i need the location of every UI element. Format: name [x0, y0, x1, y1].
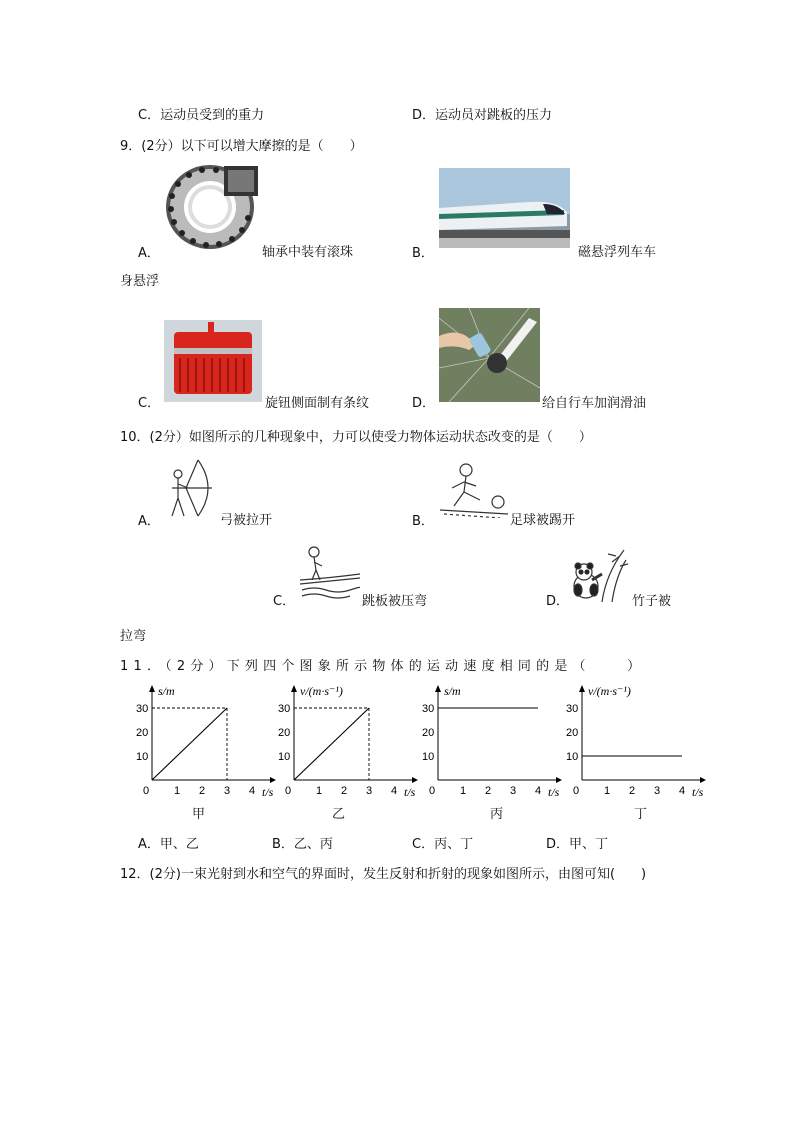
q9-b-text: 磁悬浮列车车: [578, 245, 657, 260]
g0-x-tick-2: 2: [199, 785, 206, 797]
g3-x-label: t/s: [692, 785, 704, 799]
q10-a-text: 弓被拉开: [220, 513, 273, 528]
bearing-image: [162, 162, 258, 252]
q9-a-letter: A．: [138, 246, 160, 261]
g0-series-line: [152, 708, 227, 780]
g1-x-tick-0: 0: [285, 785, 292, 797]
g1-x-label: t/s: [404, 785, 416, 799]
archer-drawing: [164, 458, 216, 518]
g0-x-tick-4: 4: [249, 785, 256, 797]
q11-option-d: D．甲、丁: [546, 837, 609, 852]
g1-y-tick-20: 20: [278, 727, 291, 739]
g3-x-tick-3: 3: [654, 785, 661, 797]
g3-x-arrow: [700, 777, 706, 783]
g2-x-tick-1: 1: [460, 785, 467, 797]
g2-x-tick-3: 3: [510, 785, 517, 797]
g2-y-label: s/m: [444, 684, 461, 698]
g0-y-arrow: [149, 685, 155, 692]
q10-d-letter: D．: [546, 594, 570, 609]
g1-y-tick-10: 10: [278, 751, 291, 763]
g1-x-tick-4: 4: [391, 785, 398, 797]
graph-label-yi: 乙: [332, 807, 346, 822]
bicycle-oil-image: [439, 308, 540, 402]
q9-a-text: 轴承中装有滚珠: [262, 245, 354, 260]
g2-y-tick-20: 20: [422, 727, 435, 739]
g2-x-tick-0: 0: [429, 785, 436, 797]
g0-x-tick-1: 1: [174, 785, 181, 797]
panda-bamboo-drawing: [572, 546, 630, 602]
q10-b-letter: B．: [412, 514, 434, 529]
g1-y-arrow: [291, 685, 297, 692]
q10-stem: 10．(2分）如图所示的几种现象中，力可以使受力物体运动状态改变的是（ ）: [120, 430, 592, 445]
g0-y-tick-10: 10: [136, 751, 149, 763]
g2-y-tick-10: 10: [422, 751, 435, 763]
diving-board-drawing: [300, 544, 360, 600]
q11-stem: 11．（2分）下列四个图象所示物体的运动速度相同的是（ ）: [120, 659, 646, 674]
g3-x-tick-1: 1: [604, 785, 611, 797]
g2-y-arrow: [435, 685, 441, 692]
g1-y-tick-30: 30: [278, 703, 291, 715]
g1-x-tick-3: 3: [366, 785, 373, 797]
g3-x-tick-4: 4: [679, 785, 686, 797]
q8-option-c: C．运动员受到的重力: [138, 108, 265, 123]
g0-x-tick-0: 0: [143, 785, 150, 797]
q10-a-letter: A．: [138, 514, 160, 529]
g3-y-arrow: [579, 685, 585, 692]
q9-d-letter: D．: [412, 396, 436, 411]
q10-c-text: 跳板被压弯: [362, 594, 428, 609]
q10-c-letter: C．: [273, 594, 296, 609]
q9-b-text-cont: 身悬浮: [120, 274, 160, 289]
q11-option-c: C．丙、丁: [412, 837, 474, 852]
g0-x-label: t/s: [262, 785, 274, 799]
q12-stem: 12．(2分)一束光射到水和空气的界面时，发生反射和折射的现象如图所示，由图可知( ): [120, 867, 647, 882]
g2-x-tick-4: 4: [535, 785, 542, 797]
q9-stem: 9．(2分）以下可以增大摩擦的是（ ）: [120, 139, 363, 154]
q9-b-letter: B．: [412, 246, 434, 261]
motion-graphs: [130, 680, 720, 805]
g3-y-tick-20: 20: [566, 727, 579, 739]
q10-b-text: 足球被踢开: [510, 513, 576, 528]
q11-option-a: A．甲、乙: [138, 837, 199, 852]
q10-d-text-cont: 拉弯: [120, 629, 147, 644]
g1-x-tick-2: 2: [341, 785, 348, 797]
g0-x-arrow: [270, 777, 276, 783]
g3-y-label: v/(m·s⁻¹): [588, 684, 631, 698]
graph-label-jia: 甲: [192, 807, 206, 822]
graph-label-bing: 丙: [490, 807, 504, 822]
knob-image: [164, 320, 262, 402]
g3-y-tick-10: 10: [566, 751, 579, 763]
q9-d-text: 给自行车加润滑油: [542, 396, 647, 411]
g1-x-arrow: [412, 777, 418, 783]
g3-x-tick-2: 2: [629, 785, 636, 797]
g3-x-tick-0: 0: [573, 785, 580, 797]
graph-label-ding: 丁: [634, 807, 648, 822]
g0-x-tick-3: 3: [224, 785, 231, 797]
maglev-train-image: [439, 168, 570, 248]
g1-series-line: [294, 708, 369, 780]
g2-x-label: t/s: [548, 785, 560, 799]
g2-x-tick-2: 2: [485, 785, 492, 797]
g1-x-tick-1: 1: [316, 785, 323, 797]
g2-x-arrow: [556, 777, 562, 783]
g0-y-tick-30: 30: [136, 703, 149, 715]
q8-option-d: D．运动员对跳板的压力: [412, 108, 553, 123]
g0-y-label: s/m: [158, 684, 175, 698]
g1-y-label: v/(m·s⁻¹): [300, 684, 343, 698]
q9-c-letter: C．: [138, 396, 161, 411]
q9-c-text: 旋钮侧面制有条纹: [265, 396, 370, 411]
football-kick-drawing: [440, 462, 508, 518]
g0-y-tick-20: 20: [136, 727, 149, 739]
g2-y-tick-30: 30: [422, 703, 435, 715]
g3-y-tick-30: 30: [566, 703, 579, 715]
q11-option-b: B．乙、丙: [272, 837, 333, 852]
q10-d-text: 竹子被: [632, 594, 672, 609]
